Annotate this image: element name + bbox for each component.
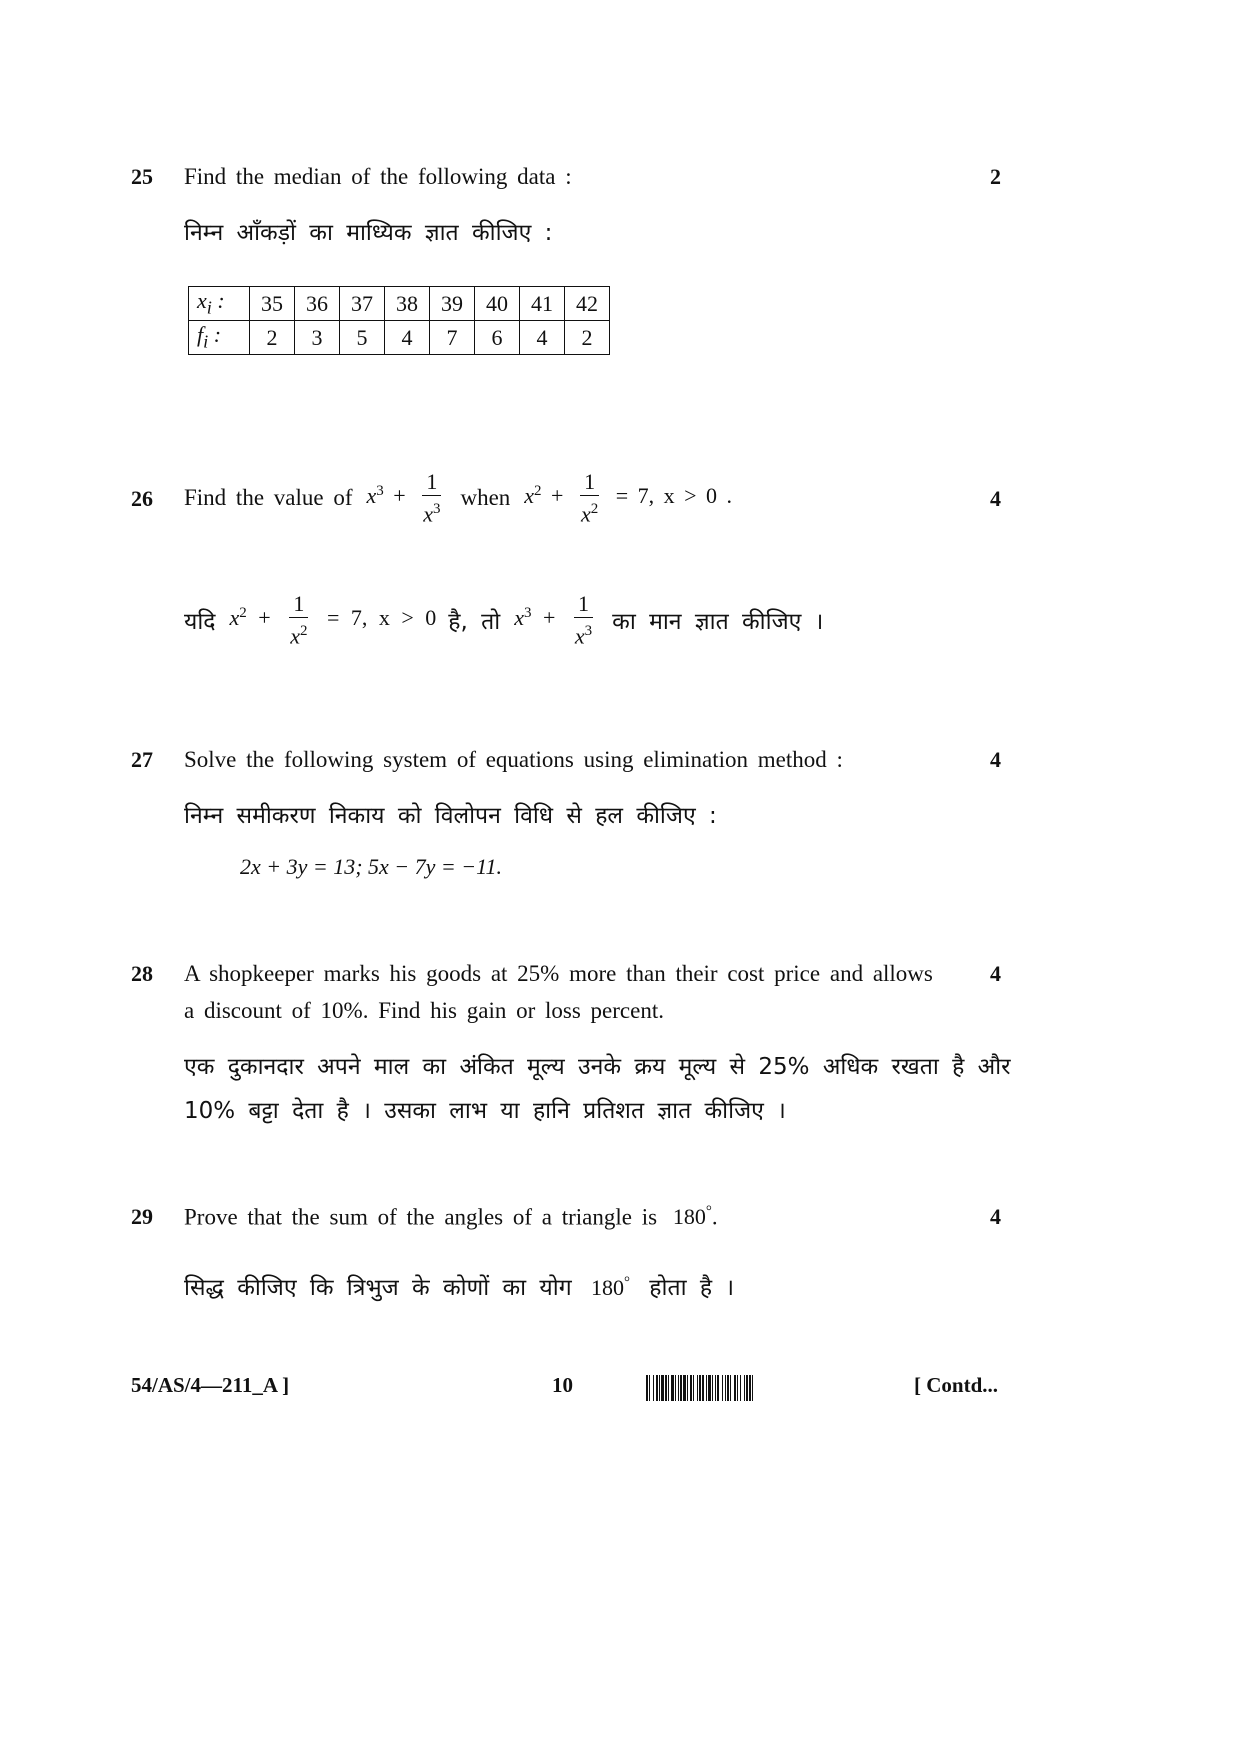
table-cell: 7	[430, 321, 475, 355]
question-marks: 4	[990, 747, 1001, 772]
question-text-hi: एक दुकानदार अपने माल का अंकित मूल्य उनके क्रय मूल्य से 25% अधिक रखता है और	[184, 1054, 1011, 1080]
table-cell: 2	[250, 321, 295, 355]
data-table	[188, 286, 610, 355]
barcode-bar	[753, 1375, 756, 1401]
barcode	[646, 1375, 756, 1401]
paper-code: 54/AS/4—211_A ]	[131, 1373, 290, 1397]
question-text-hi: यदि $x^2$ + $\frac{1}{x^2}$ = 7, x > 0 है, तो $x^3$ + $\frac{1}{x^3}$ का मान ज्ञात कीजिए ।	[184, 590, 824, 649]
page-number: 10	[552, 1373, 573, 1397]
table-cell: 40	[475, 287, 520, 321]
table-cell: 2	[565, 321, 610, 355]
table-cell: 35	[250, 287, 295, 321]
question-text-hi: निम्न आँकड़ों का माध्यिक ज्ञात कीजिए :	[184, 220, 553, 246]
question-text-en: Solve the following system of equations using elimination method :	[184, 747, 843, 772]
question-text-en: A shopkeeper marks his goods at 25% more than their cost price and allows	[184, 961, 933, 986]
question-text-hi: 10% बट्टा देता है । उसका लाभ या हानि प्रतिशत ज्ञात कीजिए ।	[184, 1098, 786, 1124]
question-number: 27	[131, 747, 153, 772]
question-text-en: Prove that the sum of the angles of a triangle is 180°.	[184, 1204, 718, 1230]
f-label-cell: $f_i$ :	[189, 321, 250, 355]
math-expression: $x^2$ + $\frac{1}{x^2}$ = 7, x > 0	[229, 590, 437, 649]
table-row-x	[189, 287, 610, 321]
question-marks: 4	[990, 486, 1001, 511]
table-cell: 6	[475, 321, 520, 355]
table-cell: 42	[565, 287, 610, 321]
question-number: 28	[131, 961, 153, 986]
question-marks: 2	[990, 164, 1001, 189]
x-label-cell: $x_i$ :	[189, 287, 250, 321]
math-expression: $x^2$ + $\frac{1}{x^2}$ = 7, x > 0 .	[524, 468, 733, 527]
question-text-en: Find the value of $x^3$ + $\frac{1}{x^3}$ when $x^2$ + $\frac{1}{x^2}$ = 7, x > 0 .	[184, 468, 733, 527]
table-cell: 41	[520, 287, 565, 321]
table-cell: 4	[520, 321, 565, 355]
math-expression: $x^3$ + $\frac{1}{x^3}$	[366, 468, 441, 527]
question-number: 26	[131, 486, 153, 511]
question-marks: 4	[990, 961, 1001, 986]
contd-label: [ Contd...	[914, 1373, 999, 1397]
table-cell: 37	[340, 287, 385, 321]
question-marks: 4	[990, 1204, 1001, 1229]
table-cell: 5	[340, 321, 385, 355]
math-expression: $x^3$ + $\frac{1}{x^3}$	[514, 590, 593, 649]
table-cell: 36	[295, 287, 340, 321]
table-row-f	[189, 321, 610, 355]
question-text-en: a discount of 10%. Find his gain or loss percent.	[184, 998, 664, 1023]
question-text-hi: सिद्ध कीजिए कि त्रिभुज के कोणों का योग 180° होता है ।	[184, 1274, 735, 1301]
table-cell: 4	[385, 321, 430, 355]
question-text-en: Find the median of the following data :	[184, 164, 572, 189]
table-cell: 3	[295, 321, 340, 355]
question-number: 29	[131, 1204, 153, 1229]
question-text-hi: निम्न समीकरण निकाय को विलोपन विधि से हल कीजिए :	[184, 803, 717, 829]
table-cell: 38	[385, 287, 430, 321]
question-number: 25	[131, 164, 153, 189]
table-cell: 39	[430, 287, 475, 321]
equation: 2x + 3y = 13; 5x − 7y = −11.	[240, 854, 502, 879]
